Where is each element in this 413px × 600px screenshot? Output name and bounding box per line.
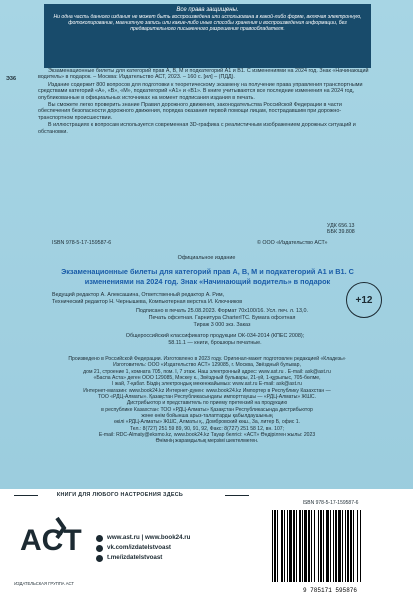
prod-line: E-mail: RDC-Almaty@eksmo.kz, www.book24.kz Тауар белгісі: «АСТ» Өндірілген жылы: 2023: [98, 432, 316, 439]
vk-icon: [96, 545, 103, 552]
production-info: [4, 356, 410, 445]
barcode-bar: [308, 510, 310, 582]
barcode-bar: [345, 510, 346, 582]
barcode-bar: [284, 510, 285, 582]
barcode-bar: [272, 510, 273, 582]
barcode-bar: [287, 510, 288, 582]
barcode-bar: [338, 510, 341, 582]
contact-telegram-text[interactable]: t.me/izdatelstvoast: [107, 554, 163, 561]
telegram-icon: [96, 555, 103, 562]
prod-line: ТОО «РДЦ-Алматы». Қазақстан Республикасындағы импорттаушы — «РДЦ-Алматы» ЖШС.: [97, 394, 317, 401]
classif-line: 58.11.1 — книги, брошюры печатные.: [168, 340, 262, 347]
prod-line: Тел.: 8(727) 251 59 89, 90, 91, 92, Факс: 8(727) 251 58 12, вн. 107;: [129, 425, 285, 432]
divider: [225, 495, 249, 496]
barcode-bar: [293, 510, 295, 582]
editors-line: Ведущий редактор А. Алексашина, Ответственный редактор А. Рим,: [52, 292, 225, 298]
barcode-bar: [320, 510, 322, 582]
barcode-bar: [274, 510, 276, 582]
barcode-bar: [314, 510, 315, 582]
contacts: [96, 533, 190, 563]
logo-text: ACT: [20, 524, 82, 557]
product-classifier: [90, 333, 340, 347]
copyright: © ООО «Издательство АСТ»: [257, 240, 328, 246]
barcode-digits: 9 785171 595876: [302, 587, 358, 594]
prod-line: дом 21, строение 1, комната 705, пом. I, 7 этаж. Наш электронный адрес: www.ast.ru . E-mail: ask@ast.ru: [83, 368, 331, 375]
bbk-code: ББК 39.808: [327, 229, 355, 236]
barcode-bar: [326, 510, 329, 582]
contact-telegram: [96, 553, 190, 563]
barcode-bar: [281, 510, 283, 582]
contact-vk: [96, 543, 190, 553]
barcode-bar: [311, 510, 312, 582]
barcode-bar: [360, 510, 361, 582]
biblio-paragraph: Издание содержит 800 вопросов для подготовки к теоретическому экзамену на получение права управления транспортными средствами категорий «A», «B», «M», подкатегорий «A1» и «B1». В книге учитываются все последние изменения на 2024 год, опубликованные в официальных источниках на момент подписания издания в печать.: [38, 81, 363, 101]
barcode-isbn: ISBN 978-5-17-159587-6: [302, 500, 359, 506]
age-rating-badge: +12: [346, 282, 382, 318]
biblio-paragraph: В иллюстрациях к вопросам используется современная 3D-графика с реалистичным изображением дорожных ситуаций и обстановки.: [38, 122, 356, 135]
prod-line: I жай, 7-қабат. Біздің электрондық мекенжайымыз: www.ast.ru E-mail: ask@ast.ru: [112, 381, 302, 388]
official-edition: Официальное издание: [177, 255, 236, 261]
classif-line: Общероссийский классификатор продукции ОК-034-2014 (КПЕС 2008);: [125, 333, 305, 339]
print-line: Тираж 3 000 экз. Заказ: [193, 322, 251, 329]
slogan: КНИГИ ДЛЯ ЛЮБОГО НАСТРОЕНИЯ ЗДЕСЬ: [56, 492, 184, 498]
bibliographic-description: [38, 68, 373, 136]
book-title: Экзаменационные билеты для категорий прав А, В, М и подкатегорий А1 и В1. С изменениями на 2024 год. Знак «Начинающий водитель» в подарок: [61, 267, 354, 286]
prod-line: «Баспа Аста» деген ООО 129085, Мәскеу к., Звёздный бульвары, 21-үй, 1-құрылыс, 705-бөлме,: [93, 375, 321, 382]
contact-vk-text[interactable]: vk.com/izdatelstvoast: [107, 544, 171, 551]
print-info: [112, 308, 332, 330]
prod-line: в республике Казахстан: ТОО «РДЦ-Алматы» Қазақстан Республикасында дистрибьютор: [101, 406, 313, 413]
publisher-logo: [12, 504, 82, 564]
rights-box: [44, 4, 371, 68]
barcode-bar: [323, 510, 324, 582]
author-mark: Э36: [6, 76, 17, 82]
prod-line: өкілі «РДЦ-Алматы» ЖШС, Алматы қ., Домбровский көш., 3а, литер Б, офис 1.: [114, 419, 300, 426]
contact-web: [96, 533, 190, 543]
barcode-bar: [304, 510, 307, 582]
biblio-title: Экзаменационные билеты для категорий прав A, B, M и подкатегорий A1 и B1. С изменениями на 2024 год. Знак «Начинающий водитель» в подарок. – Москва: Издательство АСТ, 2023. – 160 с. [ил] – (ПДД).: [38, 68, 369, 81]
barcode-bar: [330, 510, 331, 582]
editors-line: Технический редактор Н. Чернышева, Компьютерная верстка И. Ключников: [52, 299, 243, 306]
barcode-bar: [335, 510, 337, 582]
prod-line: Интернет-магазин: www.book24.kz Интернет-дүкен: www.book24.kz Импортер в Республику Казахстан —: [83, 387, 331, 394]
print-line: Печать офсетная. Гарнитура CharterITC. Бумага офсетная: [148, 315, 296, 322]
prod-line: Дистрибьютор и представитель по приему претензий на продукцию: [126, 400, 288, 407]
classification-codes: [327, 223, 355, 235]
biblio-paragraph: Вы сможете легко проверить знание Правил дорожного движения, законодательства Российской Федерации в части обеспечения безопасности дорожного движения, порядка оказания первой помощи лицам, пострадавшим при дорожно-транспортном происшествии.: [38, 102, 342, 121]
barcode-bar: [299, 510, 301, 582]
globe-icon: [96, 535, 103, 542]
contact-web-text[interactable]: www.ast.ru | www.book24.ru: [107, 534, 191, 541]
editors: [52, 292, 352, 306]
isbn: ISBN 978-5-17-159587-6: [52, 240, 112, 246]
prod-line: және өнім бойынша арыз-талаптарды қабылдаушының: [141, 413, 273, 420]
barcode-bar: [277, 510, 278, 582]
barcode-bar: [357, 510, 358, 582]
publisher-name: ИЗДАТЕЛЬСКАЯ ГРУППА АСТ: [14, 581, 74, 586]
barcode-bar: [289, 510, 292, 582]
prod-line: Өнімнің жарамдылық мерзімі шектелмеген.: [155, 438, 259, 445]
barcode-bar: [318, 510, 319, 582]
barcode-bar: [333, 510, 334, 582]
print-line: Подписано в печать 25.08.2023. Формат 70x100/16. Усл. печ. л. 13,0.: [136, 308, 308, 314]
barcode-bar: [350, 510, 352, 582]
isbn-copyright-line: [52, 240, 352, 246]
barcode-bar: [296, 510, 297, 582]
prod-line: Произведено в Российской Федерации. Изготовлено в 2023 году. Оригинал-макет подготовлен редакцией «Кладезь»: [68, 356, 346, 362]
udk-code: УДК 656.13: [327, 223, 355, 229]
barcode-bar: [353, 510, 354, 582]
barcode-bar: [347, 510, 349, 582]
rights-title: Все права защищены.: [176, 7, 239, 13]
rights-text: Ни одна часть данного издания не может быть воспроизведена или использована в какой-либо форме, включая электронную, фотокопирование, магнитную запись или какие-либо иные способы хранения и воспроизведения информации, без предварительного письменного разрешения правообладателя.: [53, 14, 362, 33]
barcode-bar: [342, 510, 343, 582]
barcode-bar: [302, 510, 303, 582]
prod-line: Изготовитель: ООО «Издательство АСТ» 129085, г. Москва, Звёздный бульвар,: [113, 362, 301, 369]
barcode: [262, 500, 399, 595]
